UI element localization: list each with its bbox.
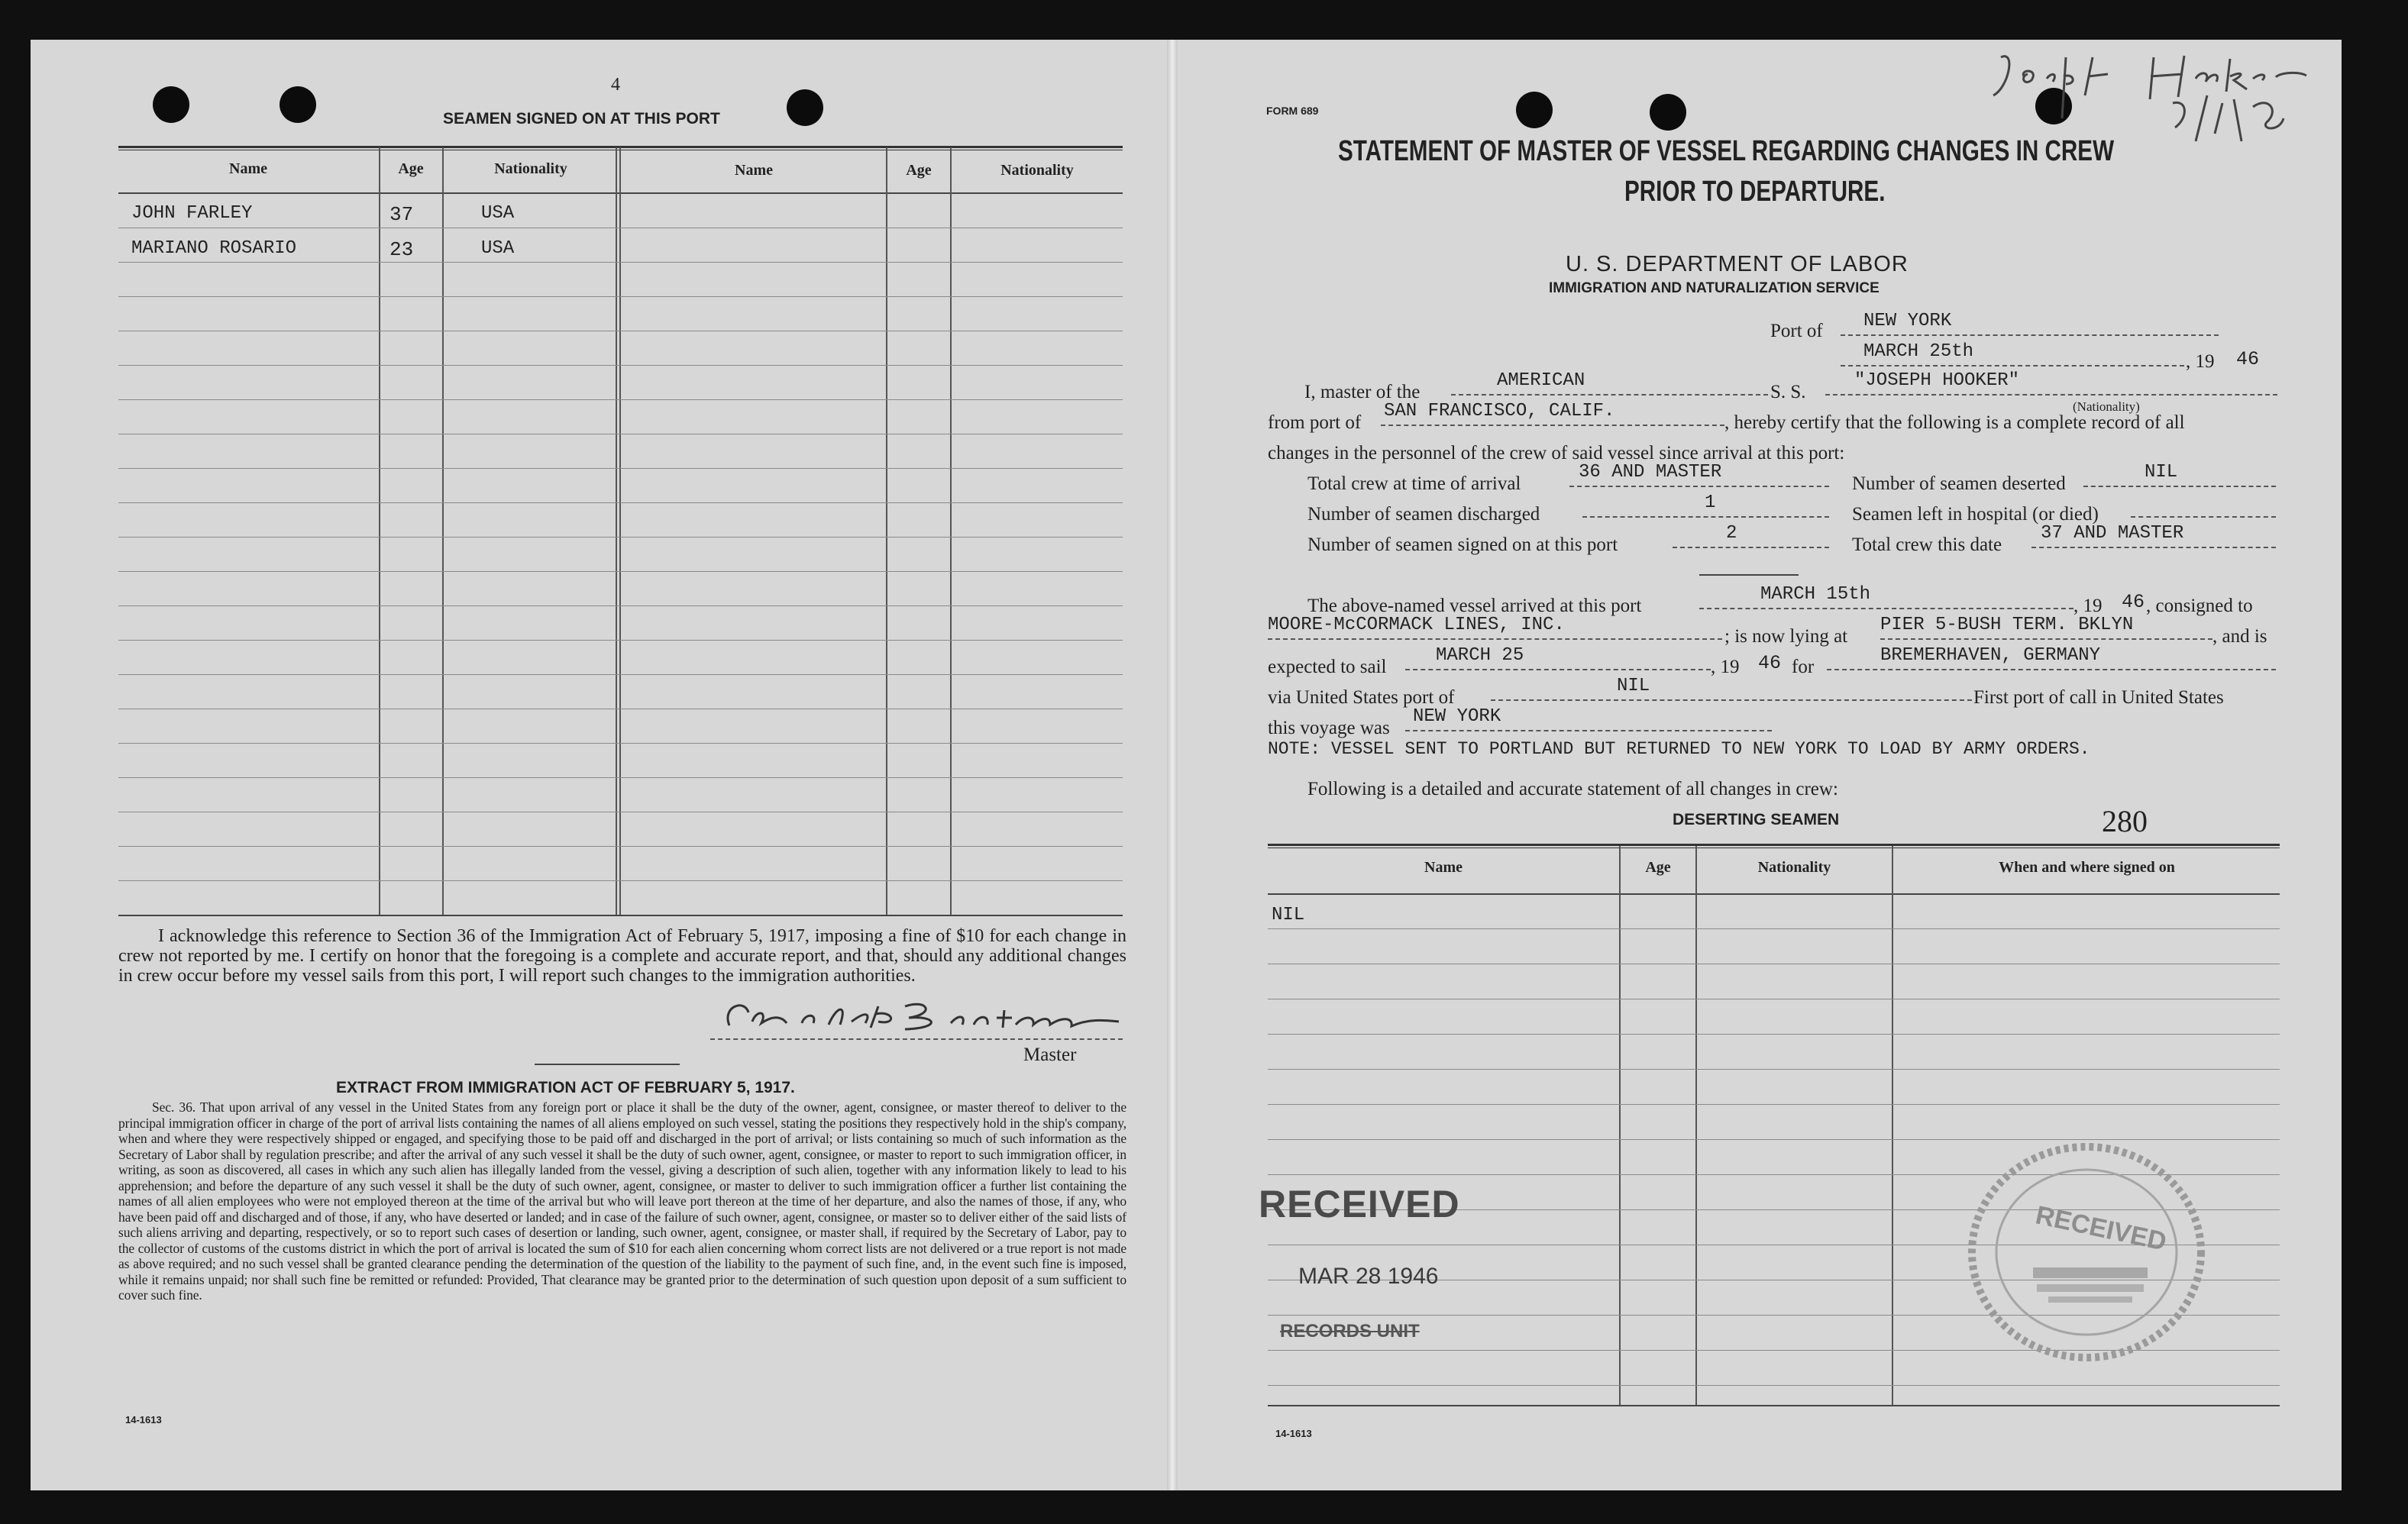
first-port-value: NEW YORK [1413,706,1501,727]
port-of-value: NEW YORK [1863,311,1952,331]
form-code-right: 14-1613 [1275,1428,1312,1439]
deserted-value: NIL [2145,462,2178,483]
first-port-label: First port of call in United States [1973,687,2224,708]
department: U. S. DEPARTMENT OF LABOR [1566,252,1909,276]
form-title-line1: STATEMENT OF MASTER OF VESSEL REGARDING CHANGES IN CREW [1338,135,2115,167]
total-crew-date-value: 37 AND MASTER [2041,523,2184,544]
deserted-label: Number of seamen deserted [1852,473,2066,494]
following-text: Following is a detailed and accurate statement of all changes in crew: [1307,779,1838,799]
lying-label: ; is now lying at [1724,626,1848,647]
via-label: via United States port of [1268,687,1455,708]
col-name: Name [1424,859,1463,876]
records-unit-stamp: RECORDS UNIT [1280,1321,1420,1342]
received-stamp: RECEIVED [1259,1183,1460,1225]
page-tally: 280 [2102,804,2148,838]
form-code-left: 14-1613 [125,1414,162,1426]
hospital-field [2131,495,2276,518]
lying-at-field [1880,617,2212,640]
date-value: MARCH 25th [1863,341,1974,362]
from-port-label: from port of [1268,412,1362,433]
via-port-field [1491,678,1972,701]
via-port-value: NIL [1617,676,1650,696]
signed-on-field [1673,525,1829,548]
certify-text: , hereby certify that the following is a complete record of all [1724,412,2185,433]
col-age: Age [398,160,424,177]
deserting-title: DESERTING SEAMEN [1673,811,1840,828]
sail-date-field [1405,647,1711,670]
date-field [1841,341,2184,366]
discharged-value: 1 [1705,492,1716,513]
seaman-name: MARIANO ROSARIO [131,238,297,259]
col-age-2: Age [906,162,932,179]
total-crew-date-label: Total crew this date [1852,534,2002,555]
form-number: FORM 689 [1266,105,1319,117]
col-when-where: When and where signed on [1999,859,2175,876]
ss-label: S. S. [1770,382,1806,402]
port-of-field [1841,313,2219,336]
handwritten-note [1978,42,2314,149]
round-stamp-text: RECEIVED [2033,1200,2169,1257]
vessel-value: "JOSEPH HOOKER" [1854,370,2020,391]
handwritten-note-text [1978,42,1985,43]
expected-label: expected to sail [1268,657,1387,677]
consignee-field [1268,617,1722,640]
consignee-value: MOORE-McCORMACK LINES, INC. [1268,615,1565,635]
col-name: Name [229,160,267,177]
col-nationality: Nationality [1757,859,1831,876]
year-value: 46 [2236,348,2260,370]
seaman-nationality: USA [481,238,515,259]
and-is-label: , and is [2212,626,2267,647]
nationality-note: (Nationality) [2073,399,2140,414]
sail-year-prefix: , 19 [1711,657,1740,677]
year-prefix: , 19 [2186,351,2215,372]
arrived-year-prefix: , 19 [2073,596,2103,616]
discharged-label: Number of seamen discharged [1307,504,1540,525]
service: IMMIGRATION AND NATURALIZATION SERVICE [1549,280,1880,296]
destination-field [1827,647,2276,670]
first-port-field [1405,706,1772,731]
seaman-age: 37 [389,203,414,226]
voyage-label: this voyage was [1268,718,1390,738]
col-name-2: Name [735,162,773,179]
changes-text: changes in the personnel of the crew of said vessel since arrival at this port: [1268,443,1845,463]
arrived-year-value: 46 [2122,591,2145,613]
total-crew-arrival-value: 36 AND MASTER [1579,462,1722,483]
vessel-field [1825,370,2277,396]
page-number: 4 [611,75,620,95]
total-crew-arrival-label: Total crew at time of arrival [1307,473,1521,494]
nationality-value: AMERICAN [1497,370,1585,391]
total-crew-date-field [2031,525,2276,548]
arrived-date-value: MARCH 15th [1760,584,1871,605]
col-age: Age [1645,859,1671,876]
master-of-label: I, master of the [1304,382,1421,402]
sail-date-value: MARCH 25 [1436,645,1524,666]
consigned-label: , consigned to [2146,596,2253,616]
lying-at-value: PIER 5-BUSH TERM. BKLYN [1880,615,2134,635]
received-stamp-date: MAR 28 1946 [1298,1264,1439,1289]
extract-text: Sec. 36. That upon arrival of any vessel in the United States from any foreign port or place it shall be the duty of the owner, agent, consignee, or master thereof to deliver to the principal immigration officer in charge of the port of arrival lists containing the names of all aliens employed on such vessel, stating the positions they respectively hold in the ship's company, when and where they were respectively shipped or engaged, and specifying those to be paid off and discharged in the port of arrival; or lists containing so much of such information as the Secretary of Labor shall by regulation prescribe; and after the arrival of any such vessel it shall be the duty of such owner, agent, consignee, or master to report to such immigration officer, in writing, as soon as discovered, all cases in which any such alien has illegally landed from the vessel, giving a description of such alien, together with any information likely to lead to his apprehension; and before the departure of any such vessel it shall be the duty of such owner, agent, consignee, or master to deliver to such immigration officer a further list containing the names of all alien employees who were not employed thereon at the time of the arrival but who will leave port thereon at the time of her departure, and also the names of those, if any, who have been paid off and discharged and of those, if any, who have deserted or landed; and in case of the failure of such owner, agent, consignee, or master so to deliver either of the said lists of such aliens arriving and departing, respectively, or so to report such cases of desertion or landing, such owner, agent, consignee, or master shall, if required by the Secretary of Labor, pay to the collector of customs of the customs district in which the port of arrival is located the sum of $10 for each alien concerning whom correct lists are not delivered or a true report is not made as above required; and no such vessel shall be granted clearance pending the determination of the question of the liability to the payment of such fine, and, in the event such fine is imposed, while it remains unpaid; nor shall such fine be remitted or refunded: Provided, That clearance may be granted prior to the determination of such question upon deposit of a sum sufficient to cover such fine. [118,1099,1126,1303]
table-title: SEAMEN SIGNED ON AT THIS PORT [443,110,720,128]
seaman-age: 23 [389,238,414,261]
discharged-field [1582,492,1829,518]
from-port-value: SAN FRANCISCO, CALIF. [1384,401,1615,421]
note: NOTE: VESSEL SENT TO PORTLAND BUT RETURNED TO NEW YORK TO LOAD BY ARMY ORDERS. [1268,739,2090,759]
seaman-name: JOHN FARLEY [131,203,253,224]
hospital-label: Seamen left in hospital (or died) [1852,504,2099,525]
nationality-field [1451,370,1768,396]
from-port-field [1381,403,1724,426]
extract-title: EXTRACT FROM IMMIGRATION ACT OF FEBRUARY 5, 1917. [336,1079,795,1096]
signed-on-value: 2 [1726,523,1737,544]
total-crew-arrival-field [1569,464,1829,487]
signed-on-label: Number of seamen signed on at this port [1307,534,1618,555]
for-label: for [1792,657,1815,677]
deserter-name: NIL [1272,905,1305,925]
sail-year-value: 46 [1758,652,1782,674]
port-of-label: Port of [1770,321,1823,341]
arrived-label: The above-named vessel arrived at this port [1307,596,1642,616]
destination-value: BREMERHAVEN, GERMANY [1880,645,2101,666]
acknowledgement-text: I acknowledge this reference to Section 36 of the Immigration Act of February 5, 1917, imposing a fine of $10 for each change in crew not reported by me. I certify on honor that the foregoing is a complete and accurate report, and that, should any additional changes in crew occur before my vessel sails from this port, I will report such changes to the immigration authorities. [118,926,1126,986]
col-nationality-2: Nationality [1000,162,1074,179]
col-nationality: Nationality [494,160,567,177]
seaman-nationality: USA [481,203,515,224]
deserted-field [2083,464,2276,487]
round-stamp [1964,1138,2209,1367]
master-label: Master [1023,1045,1077,1065]
arrived-date-field [1699,586,2073,609]
form-title-line2: PRIOR TO DEPARTURE. [1624,176,1886,208]
